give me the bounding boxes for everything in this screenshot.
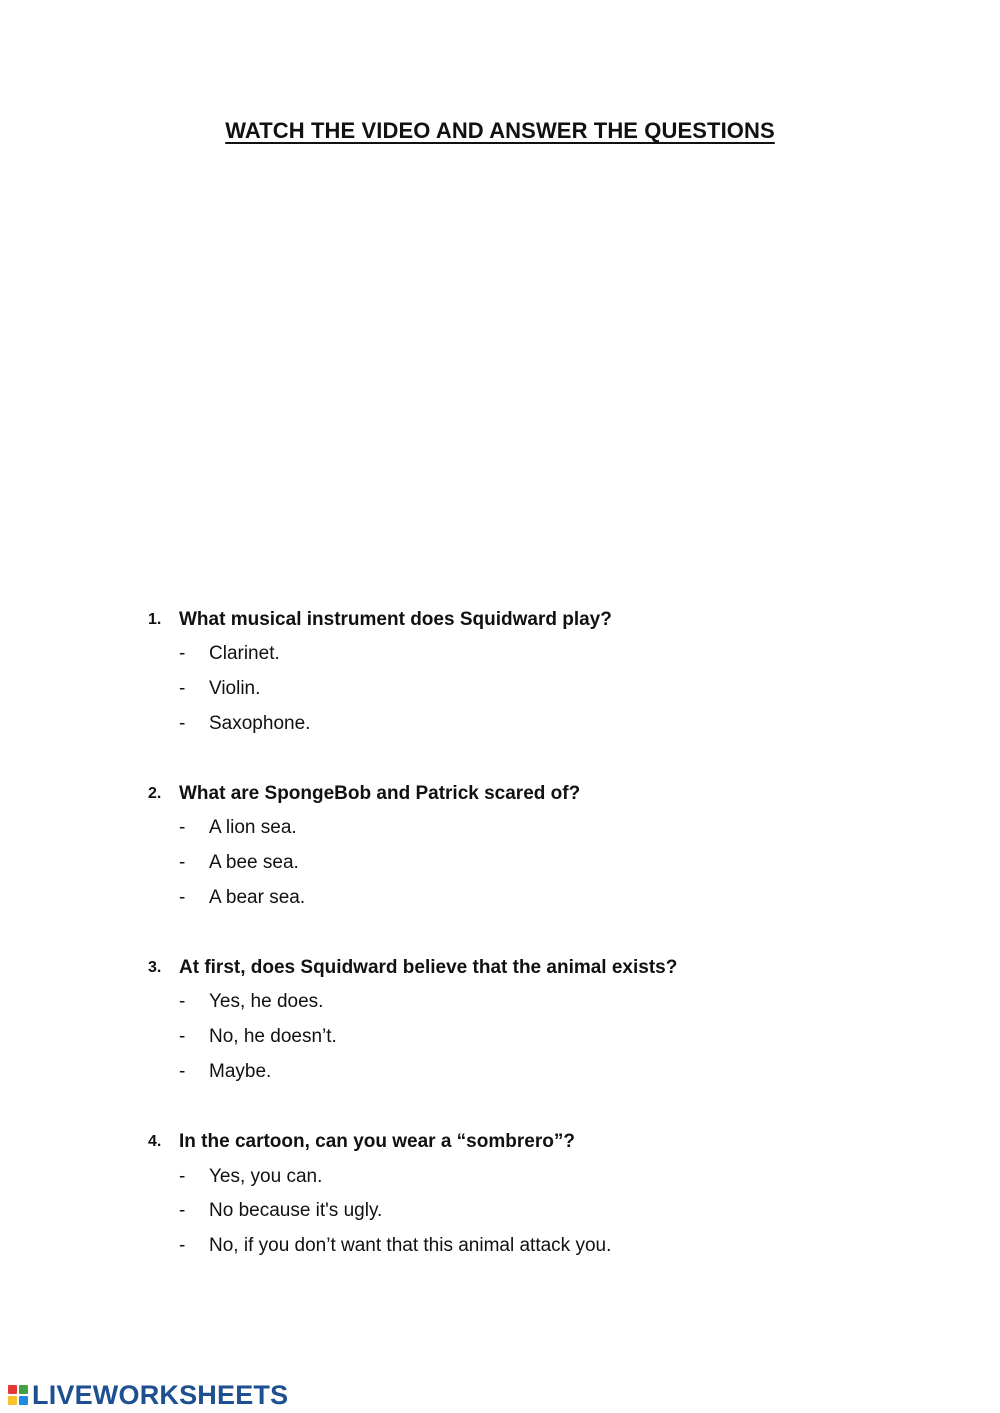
logo-blocks-icon (8, 1385, 28, 1405)
answer-option (148, 1020, 908, 1055)
option-dash: - (179, 886, 186, 908)
logo-block (8, 1396, 17, 1405)
option-dash: - (179, 1200, 186, 1222)
option-text: A bee sea. (209, 852, 299, 874)
logo-text: LIVEWORKSHEETS (32, 1379, 289, 1410)
option-text: Clarinet. (209, 643, 280, 665)
question-text: What are SpongeBob and Patrick scared of? (179, 783, 581, 805)
option-text: No, if you don’t want that this animal attack you. (209, 1234, 612, 1256)
answer-option (148, 846, 908, 881)
answer-option (148, 1194, 908, 1229)
question-header (148, 777, 908, 811)
option-text: A bear sea. (209, 886, 306, 908)
question-number: 4. (148, 1133, 162, 1151)
option-dash: - (179, 1060, 186, 1082)
option-dash: - (179, 678, 186, 700)
page-title: WATCH THE VIDEO AND ANSWER THE QUESTIONS (225, 118, 775, 143)
answer-option (148, 1229, 908, 1264)
answer-option (148, 706, 908, 741)
question-text: In the cartoon, can you wear a “sombrero”? (179, 1131, 575, 1153)
question-list (148, 603, 908, 1299)
question-header (148, 951, 908, 985)
question-number: 2. (148, 785, 162, 803)
question-text: At first, does Squidward believe that the animal exists? (179, 957, 678, 979)
logo-block (19, 1385, 28, 1394)
logo-block (8, 1385, 17, 1394)
option-dash: - (179, 1234, 186, 1256)
option-dash: - (179, 712, 186, 734)
answer-option (148, 985, 908, 1020)
question-header (148, 603, 908, 637)
video-area (150, 170, 850, 570)
option-dash: - (179, 643, 186, 665)
logo-block (19, 1396, 28, 1405)
option-text: No, he doesn’t. (209, 1026, 337, 1048)
answer-option (148, 1159, 908, 1194)
option-text: Saxophone. (209, 712, 311, 734)
option-dash: - (179, 852, 186, 874)
option-dash: - (179, 991, 186, 1013)
option-dash: - (179, 1165, 186, 1187)
question-2 (148, 777, 908, 915)
option-text: A lion sea. (209, 817, 297, 839)
question-4 (148, 1125, 908, 1263)
option-text: Maybe. (209, 1060, 272, 1082)
answer-option (148, 672, 908, 707)
liveworksheets-logo (8, 1380, 288, 1410)
answer-option (148, 811, 908, 846)
question-header (148, 1125, 908, 1159)
option-text: No because it's ugly. (209, 1200, 383, 1222)
option-text: Yes, you can. (209, 1165, 323, 1187)
question-1 (148, 603, 908, 741)
option-text: Violin. (209, 678, 261, 700)
answer-option (148, 1055, 908, 1090)
question-text: What musical instrument does Squidward play? (179, 609, 612, 630)
option-dash: - (179, 817, 186, 839)
option-dash: - (179, 1026, 186, 1048)
question-number: 3. (148, 959, 162, 977)
option-text: Yes, he does. (209, 991, 324, 1013)
answer-option (148, 880, 908, 915)
question-3 (148, 951, 908, 1089)
question-number: 1. (148, 611, 162, 628)
answer-option (148, 637, 908, 672)
